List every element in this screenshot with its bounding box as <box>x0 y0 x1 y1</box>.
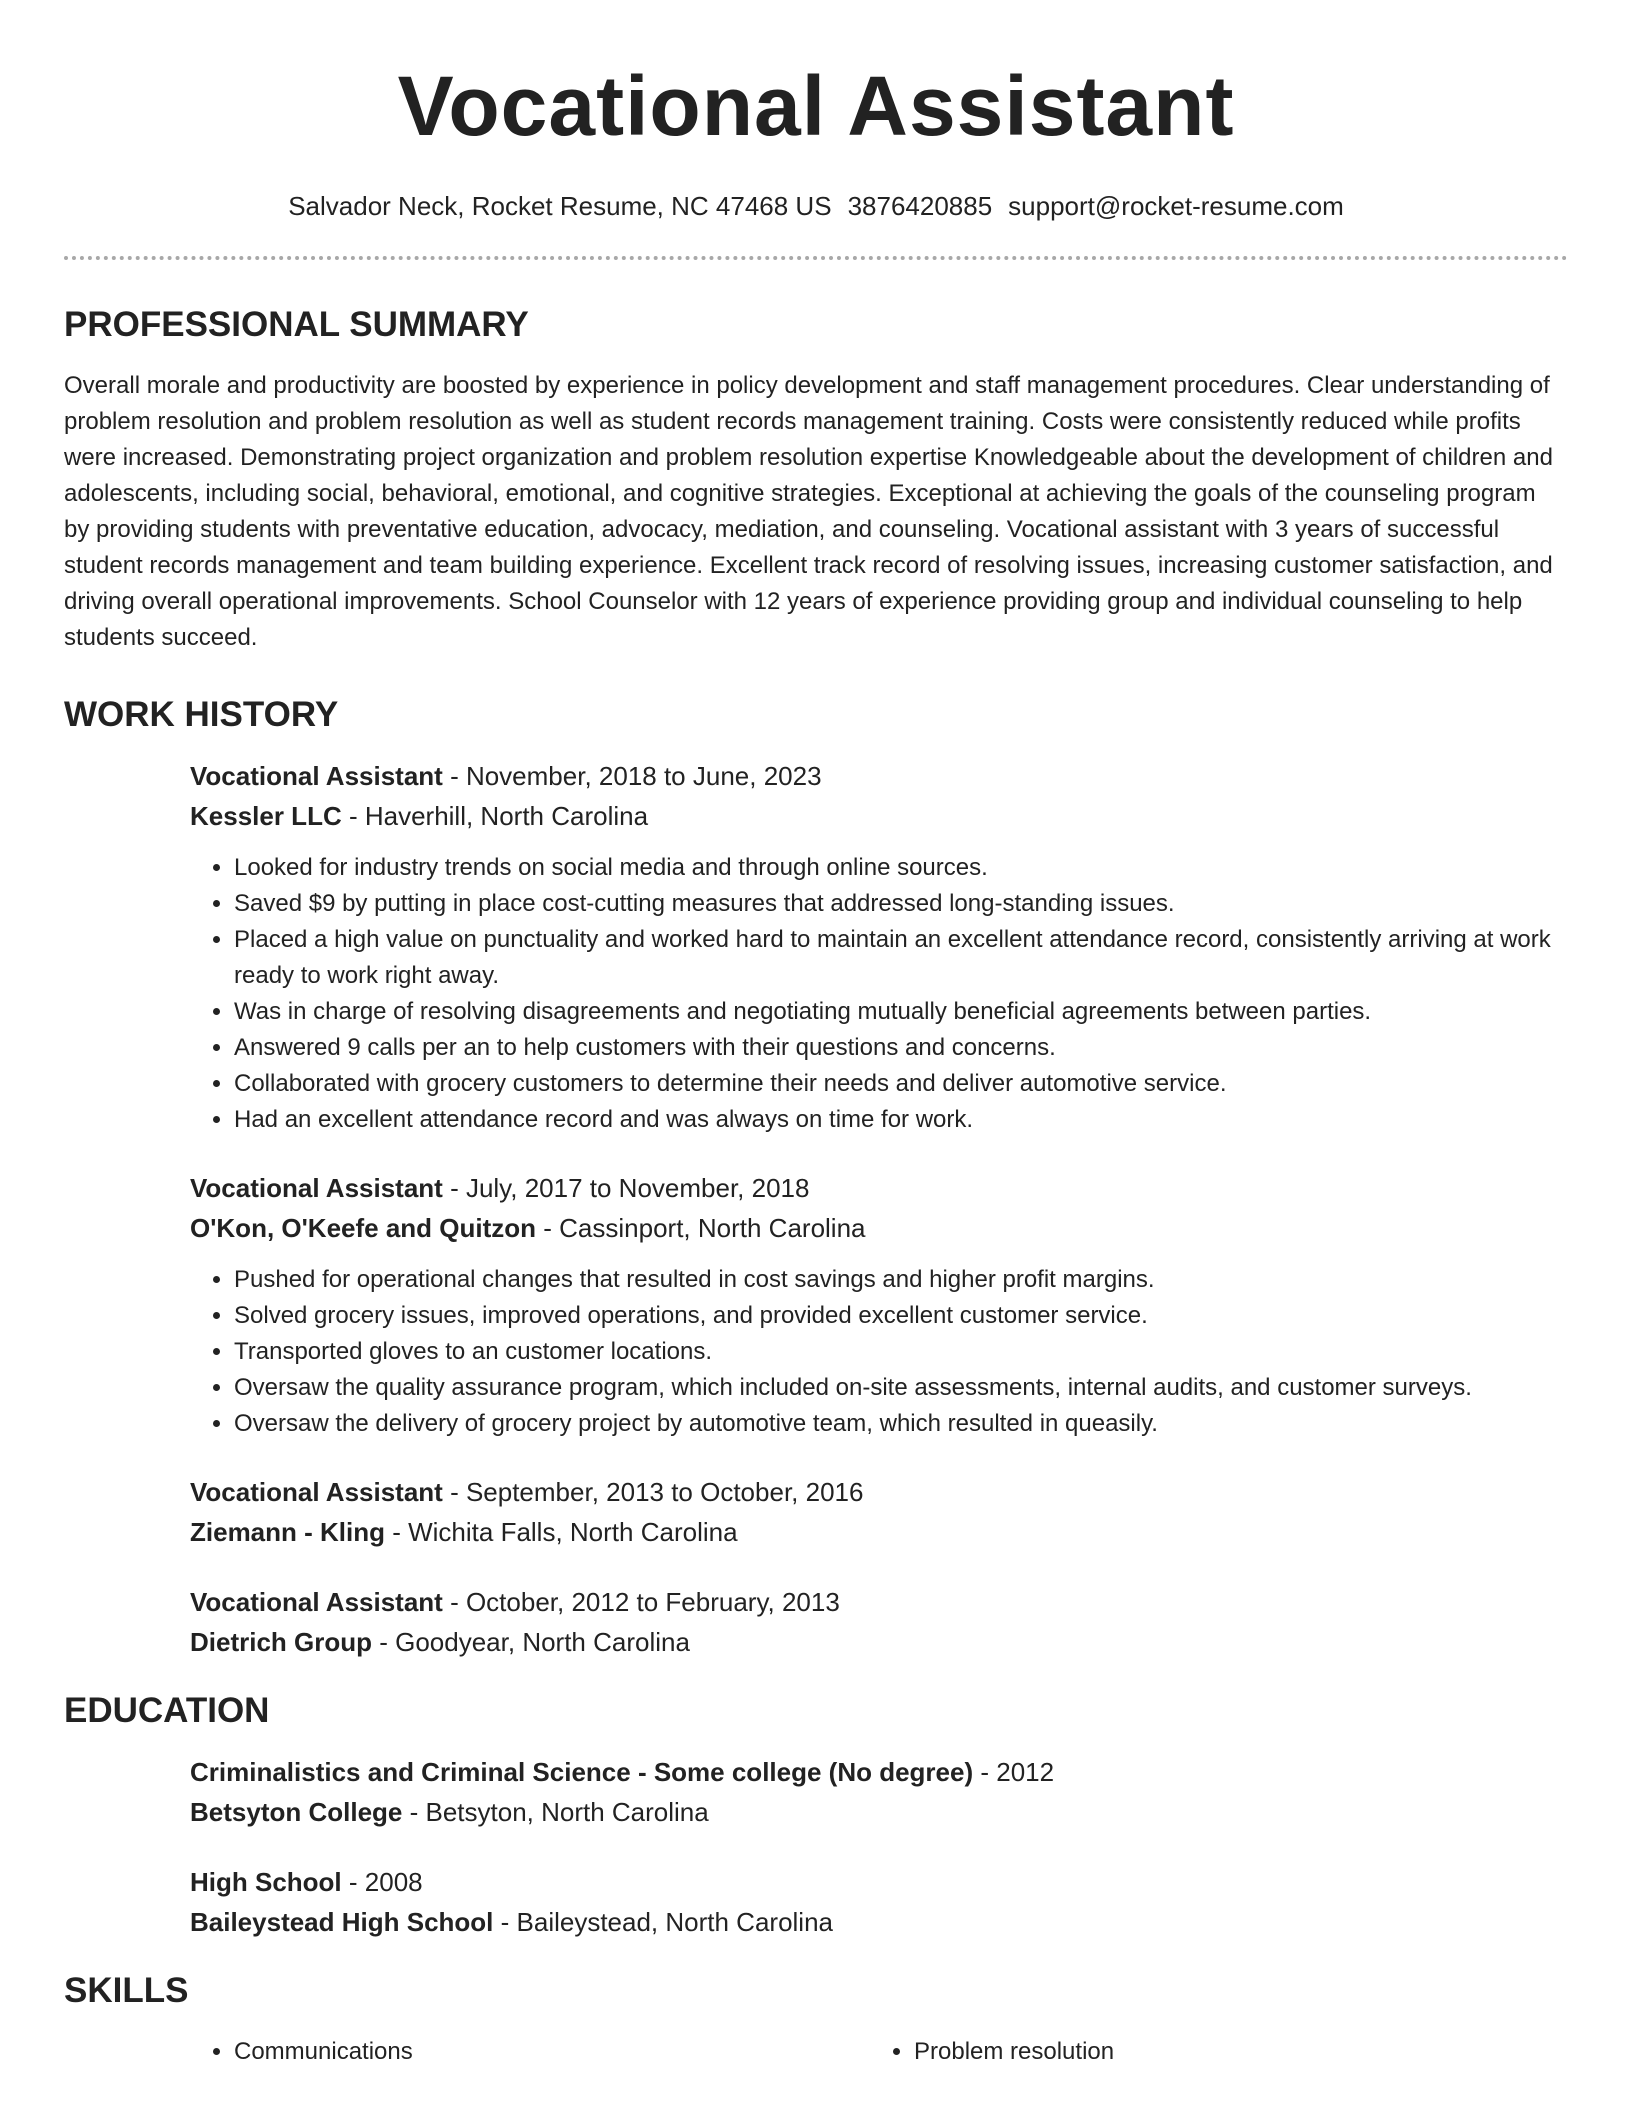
job-role: Vocational Assistant <box>190 1587 443 1617</box>
education-location: - Baileystead, North Carolina <box>493 1907 834 1937</box>
skills-list <box>190 2034 1568 2070</box>
job-role: Vocational Assistant <box>190 1173 443 1203</box>
job-bullet: • Looked for industry trends on social media and through online sources. <box>234 850 1568 886</box>
job-entry <box>190 1472 1568 1552</box>
job-dates: - October, 2012 to February, 2013 <box>442 1587 840 1617</box>
job-entry <box>190 1168 1568 1442</box>
skills-column-right <box>870 2034 1550 2070</box>
education-title: EDUCATION <box>64 1691 270 1730</box>
job-title-line <box>190 756 1568 796</box>
job-company: Dietrich Group <box>190 1627 373 1657</box>
job-location: - Cassinport, North Carolina <box>536 1213 866 1243</box>
job-bullet: • Collaborated with grocery customers to determine their needs and deliver automotive service. <box>234 1066 1568 1102</box>
job-role: Vocational Assistant <box>190 761 443 791</box>
education-degree: Criminalistics and Criminal Science - Some college (No degree) <box>190 1757 974 1787</box>
education-entry <box>190 1752 1568 1832</box>
contact-email: support@rocket-resume.com <box>1008 191 1344 221</box>
job-dates: - November, 2018 to June, 2023 <box>442 761 822 791</box>
job-bullets <box>190 850 1568 1138</box>
job-company: Kessler LLC <box>190 801 342 831</box>
job-bullets <box>190 1262 1568 1442</box>
education-degree-line <box>190 1862 1568 1902</box>
education-year: - 2008 <box>341 1867 423 1897</box>
education-school-line <box>190 1792 1568 1832</box>
job-entry <box>190 756 1568 1138</box>
job-bullet: • Oversaw the delivery of grocery project by automotive team, which resulted in queasily. <box>234 1406 1568 1442</box>
job-entry <box>190 1582 1568 1662</box>
job-location: - Goodyear, North Carolina <box>372 1627 690 1657</box>
summary-text: Overall morale and productivity are boosted by experience in policy development and staff management procedures. Clear understanding of problem resolution and problem resolution as well as student records management training. Costs were consistently reduced while profits were increased. Demonstrating project organization and problem resolution expertise Knowledgeable about the development of children and adolescents, including social, behavioral, emotional, and cognitive strategies. Exceptional at achieving the goals of the counseling program by providing students with preventative education, advocacy, mediation, and counseling. Vocational assistant with 3 years of successful student records management and team building experience. Excellent track record of resolving issues, increasing customer satisfaction, and driving overall operational improvements. School Counselor with 12 years of experience providing group and individual counseling to help students succeed. <box>64 372 1553 651</box>
contact-phone: 3876420885 <box>847 191 993 221</box>
resume-name: Vocational Assistant <box>397 59 1235 153</box>
job-dates: - September, 2013 to October, 2016 <box>442 1477 864 1507</box>
skills-title: SKILLS <box>64 1971 189 2010</box>
contact-address: Salvador Neck, Rocket Resume, NC 47468 US <box>288 191 832 221</box>
job-bullet: • Oversaw the quality assurance program, which included on-site assessments, internal audits, and customer surveys. <box>234 1370 1568 1406</box>
education-school-line <box>190 1902 1568 1942</box>
education-location: - Betsyton, North Carolina <box>402 1797 709 1827</box>
job-role: Vocational Assistant <box>190 1477 443 1507</box>
skill-item: • Communications <box>234 2034 870 2070</box>
education-degree-line <box>190 1752 1568 1792</box>
job-company-line <box>190 796 1568 836</box>
job-bullet: • Answered 9 calls per an to help customers with their questions and concerns. <box>234 1030 1568 1066</box>
job-location: - Haverhill, North Carolina <box>341 801 649 831</box>
work-history-title: WORK HISTORY <box>64 695 339 734</box>
education-year: - 2012 <box>973 1757 1055 1787</box>
job-company: O'Kon, O'Keefe and Quitzon <box>190 1213 537 1243</box>
resume-page <box>64 0 1568 2070</box>
job-company-line <box>190 1208 1568 1248</box>
education-school: Betsyton College <box>190 1797 403 1827</box>
job-company: Ziemann - Kling <box>190 1517 385 1547</box>
job-bullet: • Was in charge of resolving disagreements and negotiating mutually beneficial agreements between parties. <box>234 994 1568 1030</box>
header-divider <box>64 256 1568 260</box>
summary-title: PROFESSIONAL SUMMARY <box>64 305 529 344</box>
job-dates: - July, 2017 to November, 2018 <box>442 1173 810 1203</box>
job-bullet: • Placed a high value on punctuality and worked hard to maintain an excellent attendance record, consistently arriving at work ready to work right away. <box>234 922 1568 994</box>
education-degree: High School <box>190 1867 342 1897</box>
job-location: - Wichita Falls, North Carolina <box>385 1517 738 1547</box>
skills-column-left <box>190 2034 870 2070</box>
job-company-line <box>190 1512 1568 1552</box>
job-bullet: • Pushed for operational changes that resulted in cost savings and higher profit margins. <box>234 1262 1568 1298</box>
job-company-line <box>190 1622 1568 1662</box>
job-title-line <box>190 1168 1568 1208</box>
job-bullet: • Saved $9 by putting in place cost-cutting measures that addressed long-standing issues. <box>234 886 1568 922</box>
job-title-line <box>190 1472 1568 1512</box>
job-bullet: • Solved grocery issues, improved operations, and provided excellent customer service. <box>234 1298 1568 1334</box>
job-bullet: • Transported gloves to an customer locations. <box>234 1334 1568 1370</box>
job-bullet: • Had an excellent attendance record and was always on time for work. <box>234 1102 1568 1138</box>
job-title-line <box>190 1582 1568 1622</box>
education-school: Baileystead High School <box>190 1907 494 1937</box>
skill-item: • Problem resolution <box>914 2034 1550 2070</box>
contact-line <box>64 190 1568 222</box>
education-entry <box>190 1862 1568 1942</box>
